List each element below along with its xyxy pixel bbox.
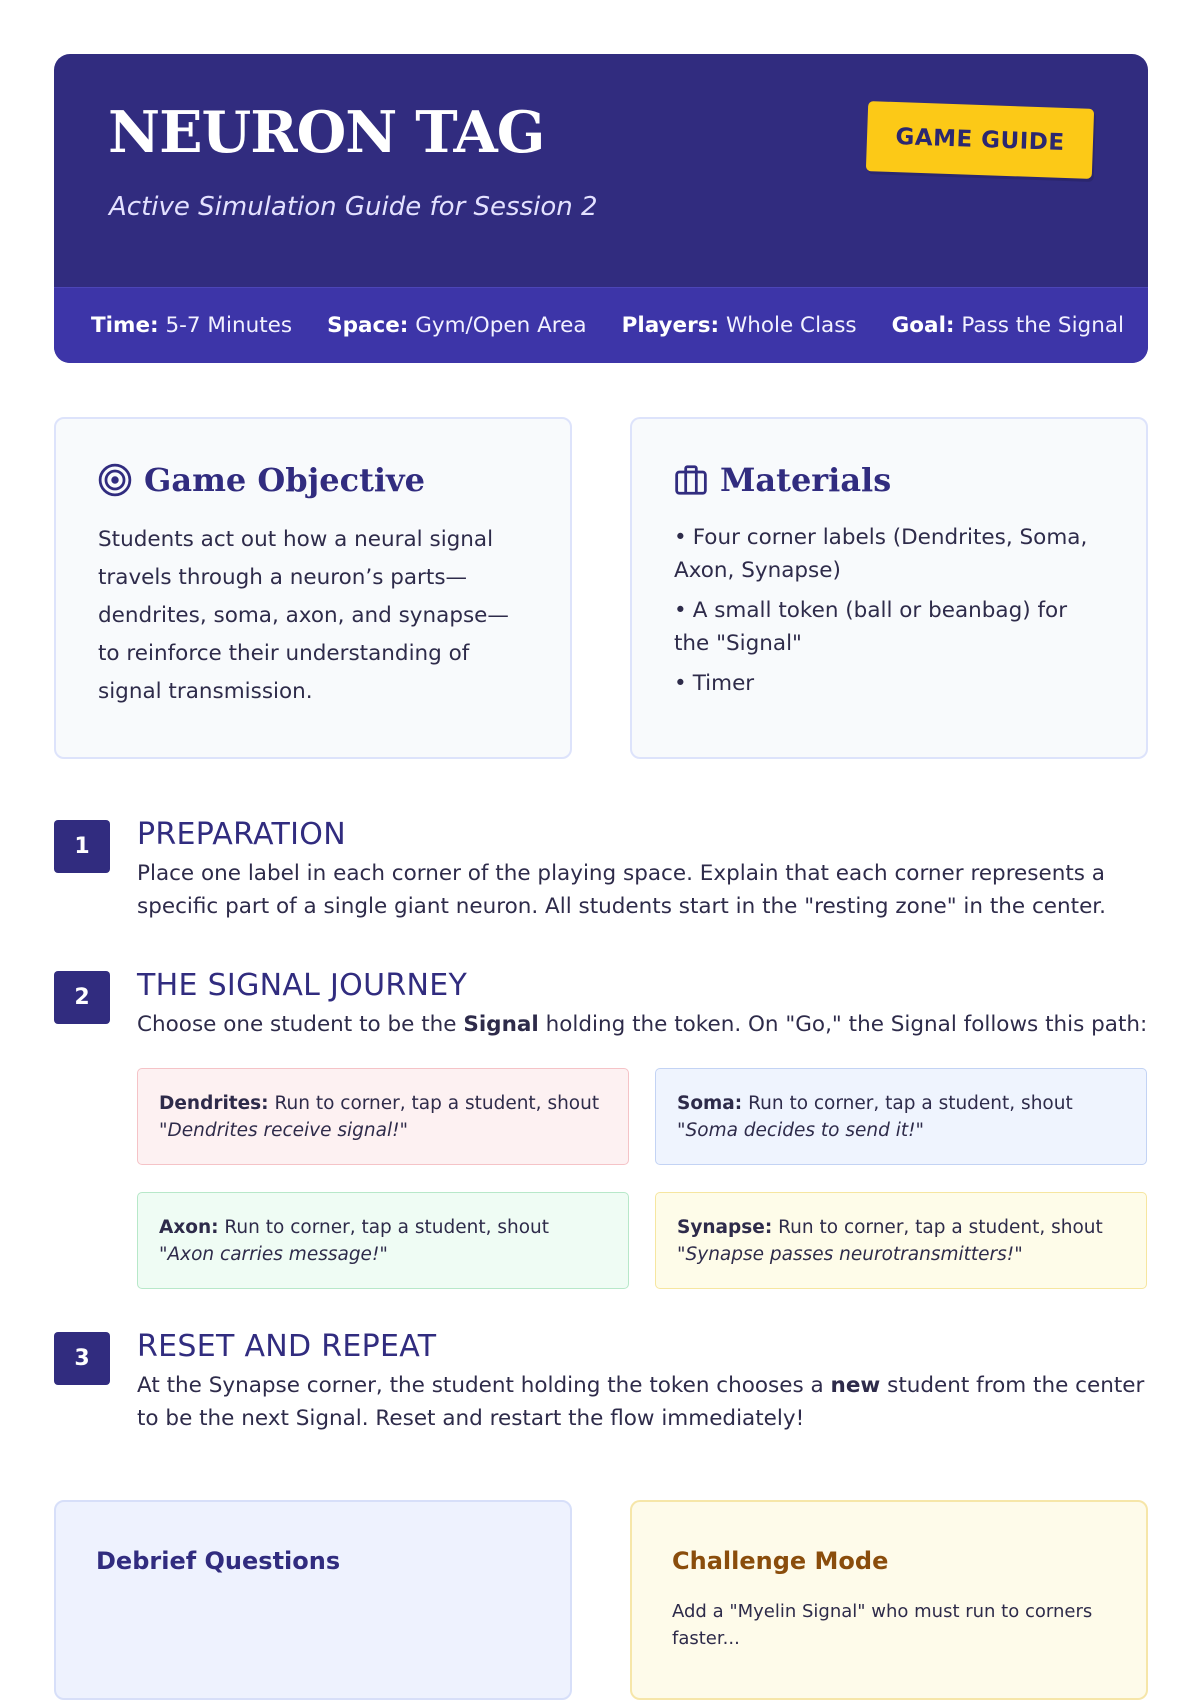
info-players-value: Whole Class xyxy=(725,313,857,338)
objective-header xyxy=(98,463,530,497)
step-number: 1 xyxy=(54,820,110,873)
page-subtitle: Active Simulation Guide for Session 2 xyxy=(109,192,598,222)
journey-card-synapse xyxy=(655,1192,1147,1289)
step-text-part: At the Synapse corner, the student holding the token chooses a xyxy=(137,1373,831,1398)
step-number: 2 xyxy=(54,971,110,1024)
objective-text: Students act out how a neural signal travels through a neuron’s parts—dendrites, soma, axon, and synapse—to reinforce their understanding of signal transmission. xyxy=(98,527,509,704)
materials-item: • Timer xyxy=(674,667,1106,700)
journey-action: Run to corner, tap a student, shout xyxy=(742,1093,1073,1114)
step-text-part: student from the center to be the next Signal. Reset and restart the flow immediately! xyxy=(137,1373,1145,1431)
step-text-part: Choose one student to be the xyxy=(137,1012,464,1037)
info-time xyxy=(91,313,292,338)
game-guide-page xyxy=(54,54,1148,1649)
journey-card-dendrites xyxy=(137,1068,629,1165)
step-number: 3 xyxy=(54,1332,110,1385)
info-space-label: Space: xyxy=(327,313,409,338)
step-text-bold: new xyxy=(830,1373,881,1398)
step-signal-journey xyxy=(54,968,1148,1289)
challenge-title: Challenge Mode xyxy=(672,1547,889,1575)
info-goal-label: Goal: xyxy=(891,313,955,338)
materials-item: • Four corner labels (Dendrites, Soma, Axon, Synapse) xyxy=(674,521,1106,587)
materials-list xyxy=(674,521,1106,700)
materials-card xyxy=(630,417,1148,759)
info-players-label: Players: xyxy=(621,313,720,338)
info-space-value: Gym/Open Area xyxy=(415,313,587,338)
overview-cards xyxy=(54,417,1148,759)
info-time-label: Time: xyxy=(91,313,159,338)
journey-shout: "Axon carries message!" xyxy=(159,1244,388,1265)
info-goal-value: Pass the Signal xyxy=(961,313,1124,338)
journey-shout: "Soma decides to send it!" xyxy=(677,1120,925,1141)
challenge-card xyxy=(630,1500,1148,1700)
step-text-part: holding the token. On "Go," the Signal follows this path: xyxy=(538,1012,1148,1037)
info-players xyxy=(622,313,857,338)
debrief-card xyxy=(54,1500,572,1700)
step-title: RESET AND REPEAT xyxy=(137,1329,437,1364)
journey-card-axon xyxy=(137,1192,629,1289)
materials-header xyxy=(674,463,1106,497)
journey-grid xyxy=(137,1068,1148,1289)
info-time-value: 5-7 Minutes xyxy=(165,313,293,338)
journey-part: Soma: xyxy=(677,1093,743,1114)
journey-card-soma xyxy=(655,1068,1147,1165)
target-icon xyxy=(98,463,132,497)
step-title: THE SIGNAL JOURNEY xyxy=(137,968,468,1003)
briefcase-icon xyxy=(674,463,708,497)
journey-shout: "Dendrites receive signal!" xyxy=(159,1120,409,1141)
step-text: Place one label in each corner of the playing space. Explain that each corner represents a specific part of a single giant neuron. All students start in the "resting zone" in the center. xyxy=(137,861,1107,919)
header-banner xyxy=(54,54,1148,363)
bottom-cards xyxy=(54,1500,1148,1700)
journey-part: Dendrites: xyxy=(159,1093,269,1114)
info-goal xyxy=(892,313,1124,338)
info-bar xyxy=(54,287,1148,363)
journey-action: Run to corner, tap a student, shout xyxy=(218,1217,550,1238)
journey-action: Run to corner, tap a student, shout xyxy=(772,1217,1103,1238)
challenge-text: Add a "Myelin Signal" who must run to corners faster... xyxy=(672,1601,1093,1649)
header-top xyxy=(54,54,1148,287)
info-space xyxy=(327,313,586,338)
journey-shout: "Synapse passes neurotransmitters!" xyxy=(677,1244,1023,1265)
objective-card xyxy=(54,417,572,759)
materials-item: • A small token (ball or beanbag) for the "Signal" xyxy=(674,594,1106,660)
materials-title: Materials xyxy=(720,461,892,499)
page-title: NEURON TAG xyxy=(108,99,545,166)
debrief-title: Debrief Questions xyxy=(96,1547,341,1575)
step-text-bold: Signal xyxy=(463,1012,539,1037)
journey-action: Run to corner, tap a student, shout xyxy=(268,1093,600,1114)
step-text xyxy=(137,1008,1148,1041)
journey-part: Axon: xyxy=(159,1217,219,1238)
step-text xyxy=(137,1369,1148,1435)
game-guide-badge: GAME GUIDE xyxy=(866,101,1094,179)
step-preparation xyxy=(54,817,1148,923)
step-reset-repeat xyxy=(54,1329,1148,1435)
step-title: PREPARATION xyxy=(137,817,346,852)
objective-title: Game Objective xyxy=(144,461,425,499)
journey-part: Synapse: xyxy=(677,1217,773,1238)
